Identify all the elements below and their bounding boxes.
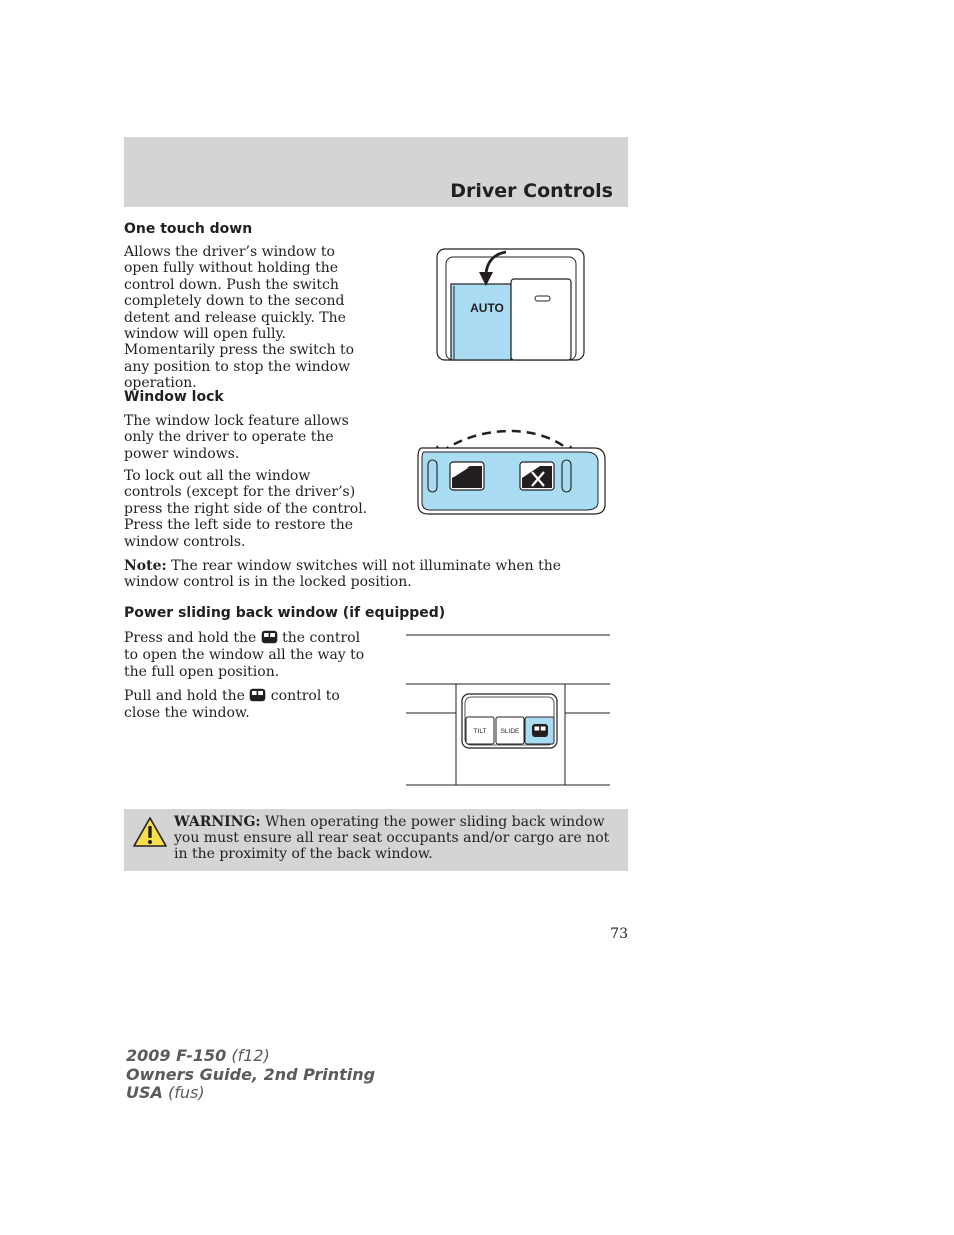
window-open-icon	[450, 462, 484, 490]
section-heading-one-touch-down: One touch down	[124, 221, 253, 237]
page-title: Driver Controls	[450, 180, 613, 202]
warning-body: When operating the power sliding back window you must ensure all rear seat occupants and/or cargo are not in the proximity of the back window.	[174, 814, 610, 862]
footer-market: USA	[126, 1083, 163, 1102]
note-text: The rear window switches will not illuminate when the window control is in the locked position.	[124, 558, 562, 591]
open-text-end: the control to open the window all the way to the full open position.	[124, 630, 365, 680]
auto-label: AUTO	[470, 301, 504, 315]
footer-model: 2009 F-150	[126, 1046, 227, 1065]
one-touch-switch-figure	[436, 248, 586, 362]
open-text-start: Press and hold the	[124, 630, 261, 646]
footer-line-2: Owners Guide, 2nd Printing	[126, 1064, 376, 1084]
warning-text	[130, 814, 622, 862]
window-lock-text-1: The window lock feature allows only the driver to operate the power windows.	[124, 413, 349, 462]
footer-market-code: (fus)	[162, 1083, 205, 1102]
sliding-window-close-text	[124, 688, 368, 722]
close-text-start: Pull and hold the	[124, 688, 250, 704]
header-band	[124, 137, 628, 207]
tilt-button-label: TILT	[473, 728, 487, 735]
slide-button-label: SLIDE	[500, 728, 520, 735]
footer-model-code: (f12)	[226, 1046, 270, 1065]
sliding-window-control-figure	[406, 634, 612, 788]
window-lock-text-2: To lock out all the window controls (except for the driver’s) press the right side of the control. Press the left side to restore the window controls.	[124, 468, 368, 550]
sliding-window-icon	[249, 688, 266, 702]
sliding-window-icon	[261, 630, 278, 644]
footer-line-1	[126, 1047, 375, 1066]
note-label: Note:	[124, 558, 167, 574]
section-heading-sliding-window: Power sliding back window (if equipped)	[124, 605, 446, 621]
window-lock-switch-figure	[416, 426, 608, 516]
footer-line-3	[126, 1084, 375, 1103]
section-heading-window-lock: Window lock	[124, 389, 224, 405]
warning-box	[124, 809, 628, 871]
window-lock-icon	[520, 462, 554, 490]
sliding-window-open-text	[124, 630, 368, 681]
page-number: 73	[610, 926, 628, 942]
window-lock-note	[124, 558, 614, 591]
warning-label: WARNING:	[174, 814, 261, 830]
warning-triangle-icon	[132, 816, 168, 848]
sliding-window-icon	[532, 724, 548, 737]
close-text-end: control to close the window.	[124, 688, 340, 721]
one-touch-down-text: Allows the driver’s window to open fully without holding the control down. Push the switch completely down to the second detent and release quickly. The window will open fully. Momentarily press the switch to any position to stop the window operation.	[124, 244, 355, 392]
footer	[126, 1047, 375, 1103]
